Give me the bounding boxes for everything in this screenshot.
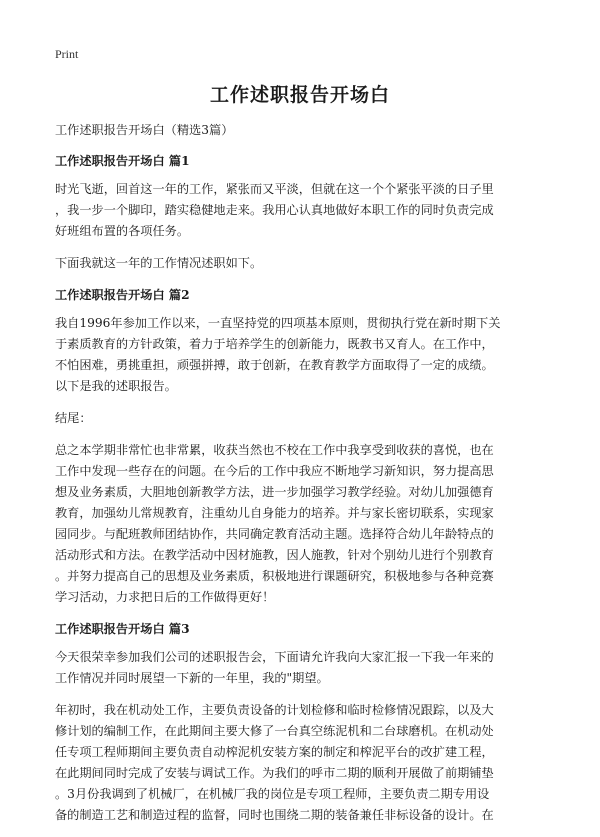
document-title: 工作述职报告开场白 <box>209 84 390 106</box>
text-line: 工作情况并同时展望一下新的一年里，我的"期望。 <box>55 671 329 685</box>
document-body <box>55 120 547 837</box>
text-line: 以下是我的述职报告。 <box>55 379 177 393</box>
text-line: 于素质教育的方针政策，着力于培养学生的创新能力，既教书又育人。在工作中， <box>55 337 494 351</box>
text-line: 园同步。与配班教师团结协作，共同确定教育活动主题。选择符合幼儿年龄特点的 <box>55 527 494 541</box>
print-label[interactable]: Print <box>55 47 79 61</box>
paragraph <box>55 313 547 397</box>
text-line: 在此期间同时完成了安装与调试工作。为我们的呼市二期的顺利开展做了前期铺垫 <box>55 766 494 780</box>
text-line: 好班组布置的各项任务。 <box>55 224 190 238</box>
text-line: 总之本学期非常忙也非常累，收获当然也不校在工作中我享受到收获的喜悦，也在 <box>55 443 494 457</box>
text-line: 学习活动，力求把日后的工作做得更好！ <box>55 590 275 604</box>
text-line: 我自1996年参加工作以来，一直坚持党的四项基本原则，贯彻执行党在新时期下关 <box>55 316 501 330</box>
text-line: 备的制造工艺和制造过程的监督，同时也围绕二期的装备兼任非标设备的设计。在 <box>55 808 494 822</box>
text-line: 修计划的编制工作，在此期间主要大修了一台真空练泥机和二台球磨机。在机动处 <box>55 724 494 738</box>
document-subtitle: 工作述职报告开场白（精选3篇） <box>55 123 234 137</box>
text-line: 想及业务素质，大胆地创新教学方法，进一步加强学习教学经验。对幼儿加强德育 <box>55 485 494 499</box>
paragraph <box>55 700 547 826</box>
text-line: 教育，加强幼儿常规教育，注重幼儿自身能力的培养。并与家长密切联系，实现家 <box>55 506 494 520</box>
paragraph <box>55 647 547 689</box>
text-line: 结尾： <box>55 411 92 425</box>
text-line: 年初时，我在机动处工作，主要负责设备的计划检修和临时检修情况跟踪，以及大 <box>55 703 494 717</box>
text-line: 时光飞逝，回首这一年的工作，紧张而又平淡，但就在这一个个紧张平淡的日子里 <box>55 182 494 196</box>
text-line: 工作中发现一些存在的问题。在今后的工作中我应不断地学习新知识，努力提高思 <box>55 464 494 478</box>
text-line: 任专项工程师期间主要负责自动榨泥机安装方案的制定和榨泥平台的改扩建工程， <box>55 745 494 759</box>
paragraph <box>55 179 547 242</box>
paragraph <box>55 408 547 429</box>
text-line: 。并努力提高自己的思想及业务素质，积极地进行课题研究，积极地参与各种竞赛 <box>55 569 494 583</box>
text-line: 下面我就这一年的工作情况述职如下。 <box>55 256 263 270</box>
section-heading: 工作述职报告开场白 篇2 <box>55 288 190 302</box>
text-line: ，我一步一个脚印，踏实稳健地走来。我用心认真地做好本职工作的同时负责完成 <box>55 203 494 217</box>
text-line: 。3月份我调到了机械厂，在机械厂我的岗位是专项工程师，主要负责二期专用设 <box>55 787 490 801</box>
paragraph <box>55 440 547 608</box>
text-line: 活动形式和方法。在教学活动中因材施教，因人施教，针对个别幼儿进行个别教育 <box>55 548 494 562</box>
section-heading: 工作述职报告开场白 篇3 <box>55 622 190 636</box>
text-line: 今天很荣幸参加我们公司的述职报告会，下面请允许我向大家汇报一下我一年来的 <box>55 650 494 664</box>
paragraph <box>55 253 547 274</box>
section-heading: 工作述职报告开场白 篇1 <box>55 154 190 168</box>
text-line: 不怕困难，勇挑重担，顽强拼搏，敢于创新，在教育教学方面取得了一定的成绩。 <box>55 358 494 372</box>
